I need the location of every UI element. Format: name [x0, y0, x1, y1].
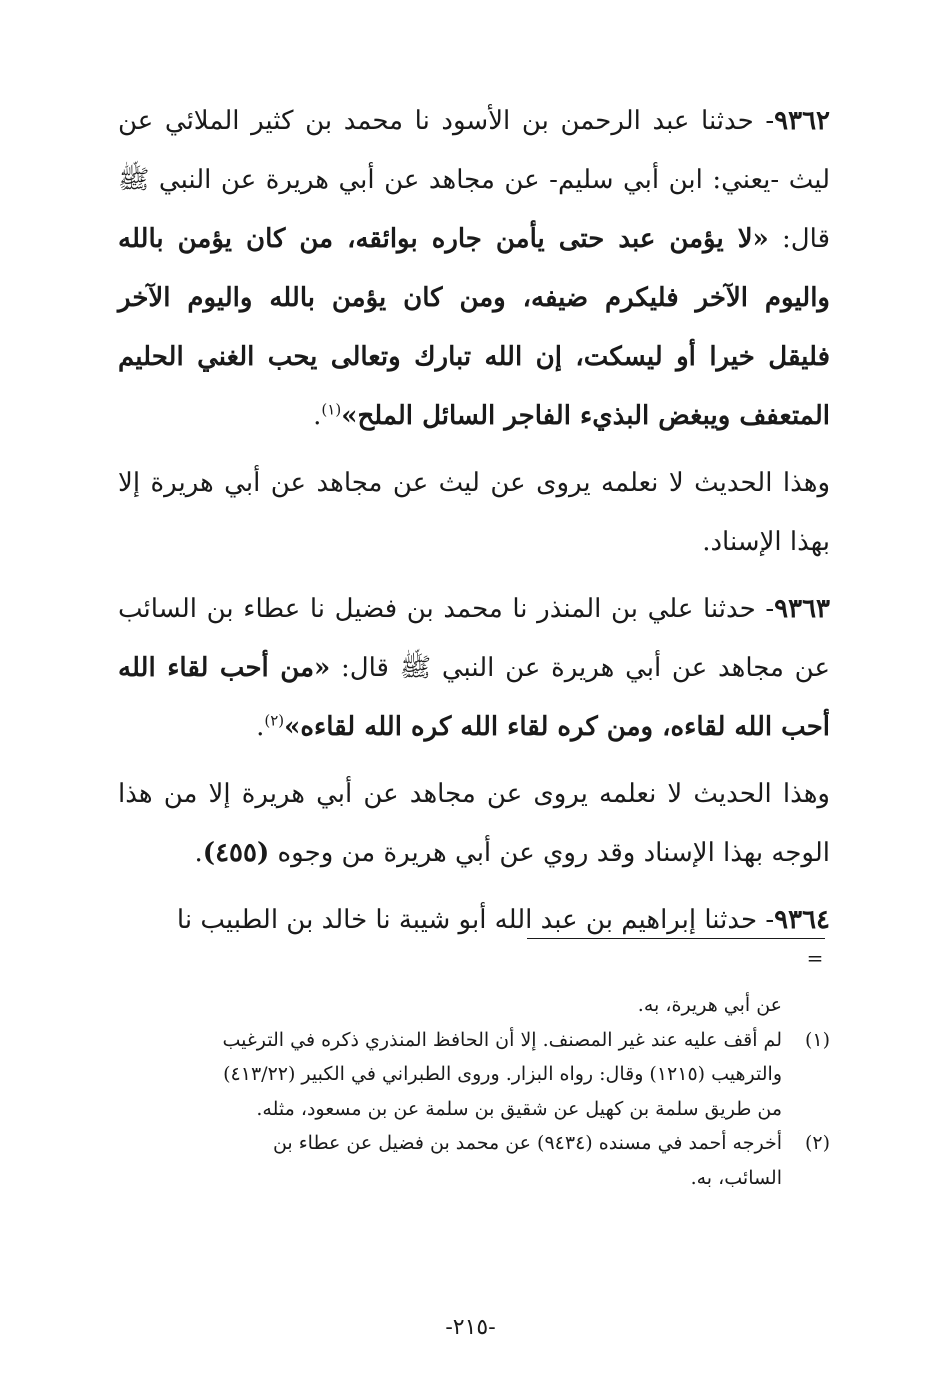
- hadith-isnad: - حدثنا عبد الرحمن بن الأسود نا محمد بن كثير الملائي عن ليث -يعني: ابن أبي سليم- عن مجاهد عن أبي هريرة عن النبي ﷺ قال:: [118, 106, 831, 254]
- cross-ref: (٤٥٥): [202, 838, 270, 868]
- hadith-isnad: - حدثنا علي بن المنذر نا محمد بن فضيل نا عطاء بن السائب عن مجاهد عن أبي هريرة عن النبي ﷺ قال:: [118, 594, 830, 683]
- hadith-matn: «من أحب لقاء الله أحب الله لقاءه، ومن كره لقاء الله كره الله لقاءه»: [118, 653, 830, 742]
- sentence-end: .: [313, 401, 322, 431]
- comment-9363: [118, 765, 830, 883]
- footnote-separator: [527, 938, 825, 939]
- sentence-end: .: [194, 838, 203, 868]
- main-text: [118, 92, 830, 950]
- footnote-line: أخرجه أحمد في مسنده (٩٤٣٤) عن محمد بن فضيل عن عطاء بن: [272, 1132, 782, 1154]
- sentence-end: .: [256, 712, 265, 742]
- hadith-isnad: - حدثنا إبراهيم بن عبد الله أبو شيبة نا خالد بن الطبيب نا: [176, 905, 775, 935]
- hadith-matn: «لا يؤمن عبد حتى يأمن جاره بوائقه، من كان يؤمن بالله واليوم الآخر فليكرم ضيفه، ومن كان يؤمن بالله واليوم الآخر فليقل خيرا أو ليسكت، إن الله تبارك وتعالى يحب الغني الحليم المتعفف ويبغض البذيء الفاجر السائل الملح»: [118, 224, 830, 431]
- footnote-2: [118, 1126, 830, 1195]
- footnote-line: والترهيب (١٢١٥) وقال: رواه البزار. وروى الطبراني في الكبير (٤١٣/٢٢): [223, 1063, 782, 1085]
- hadith-number: ٩٣٦٣: [774, 594, 830, 624]
- footnote-line: السائب، به.: [690, 1166, 782, 1189]
- footnote-continuation: عن أبي هريرة، به.: [637, 994, 782, 1016]
- footnote-body: [118, 1126, 782, 1195]
- footnotes: [118, 988, 830, 1195]
- hadith-9362: [118, 92, 830, 446]
- footnote-line: لم أقف عليه عند غير المصنف. إلا أن الحافظ المنذري ذكره في الترغيب: [222, 1028, 782, 1051]
- comment-text: وهذا الحديث لا نعلمه يروى عن مجاهد عن أبي هريرة إلا من هذا الوجه بهذا الإسناد وقد روي عن أبي هريرة من وجوه: [118, 779, 830, 868]
- hadith-9364: [118, 891, 830, 950]
- comment-9362: وهذا الحديث لا نعلمه يروى عن ليث عن مجاهد عن أبي هريرة إلا بهذا الإسناد.: [118, 468, 830, 557]
- footnote-line: من طريق سلمة بن كهيل عن شقيق بن سلمة عن بن مسعود، مثله.: [256, 1097, 782, 1120]
- continuation-mark: =: [806, 946, 824, 970]
- footnote-number: (١): [804, 1028, 830, 1051]
- hadith-number: ٩٣٦٤: [774, 905, 830, 935]
- footnote-ref: (٢): [264, 711, 285, 730]
- footnote-body: [118, 1023, 782, 1127]
- hadith-number: ٩٣٦٢: [774, 106, 830, 136]
- footnote-number: (٢): [804, 1132, 830, 1154]
- page-number: -٢١٥-: [445, 1315, 496, 1340]
- hadith-9363: [118, 580, 830, 757]
- footnote-ref: (١): [321, 400, 342, 419]
- footnote-1: [118, 1023, 830, 1127]
